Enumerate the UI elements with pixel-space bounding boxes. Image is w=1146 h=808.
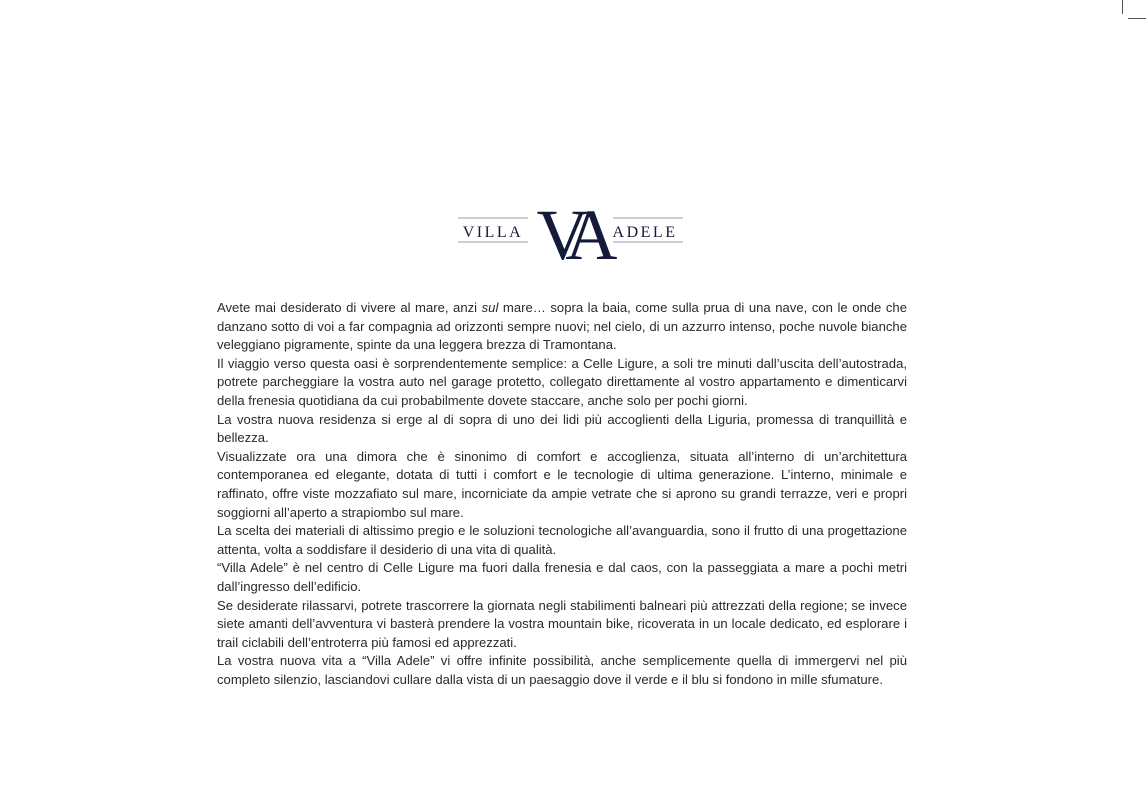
paragraph: [217, 299, 907, 355]
paragraph: Se desiderate rilassarvi, potrete trascorrere la giornata negli stabilimenti balneari più attrezzati della regione; se invece siete amanti dell’avventura vi basterà prendere la vostra mountain bike, ricoverata in un locale dedicato, ed esplorare i trail ciclabili dell’entroterra più famosi ed apprezzati.: [217, 597, 907, 650]
paragraph: La scelta dei materiali di altissimo pregio e le soluzioni tecnologiche all’avanguardia, sono il frutto di una progettazione attenta, volta a soddisfare il desiderio di una vita di qualità.: [217, 523, 907, 557]
logo-word-villa: VILLA: [462, 224, 524, 241]
paragraph: Il viaggio verso questa oasi è sorprendentemente semplice: a Celle Ligure, a soli tre minuti dall’uscita dell’autostrada, potrete parcheggiare la vostra auto nel garage protetto, collegato direttamente al vostro appartamento e dimenticarvi della frenesia quotidiana da cui probabilmente dovete staccare, anche solo per pochi giorni.: [217, 355, 907, 408]
paragraph-text: mare… sopra la baia, come sulla prua di una nave, con le onde che danzano sotto di voi a far compagnia ad orizzonti sempre nuovi; nel cielo, di un azzurro intenso, poche nuvole bianche veleggiano pigramente, spinte da una leggera brezza di Tramontana.: [217, 300, 907, 353]
crop-mark-vertical: [1122, 0, 1123, 14]
paragraph: Visualizzate ora una dimora che è sinonimo di comfort e accoglienza, situata all’interno di un’architettura contemporanea ed elegante, dotata di tutti i comfort e le tecnologie di ultima generazione. L’interno, minimale e raffinato, offre viste mozzafiato sul mare, incorniciate da ampie vetrate che si aprono su grandi terrazze, veri e propri soggiorni all’aperto a strapiombo sul mare.: [217, 448, 907, 520]
crop-marks: [1116, 0, 1146, 24]
paragraph: La vostra nuova residenza si erge al di sopra di uno dei lidi più accoglienti della Liguria, promessa di tranquillità e bellezza.: [217, 411, 907, 446]
paragraph-emphasis: sul: [481, 300, 499, 315]
logo-monogram: VA: [536, 198, 604, 264]
paragraph: “Villa Adele” è nel centro di Celle Ligure ma fuori dalla frenesia e dal caos, con la passeggiata a mare a pochi metri dall’ingresso dell’edificio.: [217, 560, 907, 594]
villa-adele-logo: [458, 198, 683, 264]
paragraph: La vostra nuova vita a “Villa Adele” vi offre infinite possibilità, anche semplicemente quella di immergervi nel più completo silenzio, lasciandovi cullare dalla vista di un paesaggio dove il verde e il blu si fondono in mille sfumature.: [217, 653, 907, 687]
crop-mark-horizontal: [1128, 18, 1146, 19]
paragraph-text: Avete mai desiderato di vivere al mare, anzi: [217, 300, 482, 315]
body-text: [217, 299, 907, 689]
logo-word-adele: ADELE: [612, 224, 678, 241]
